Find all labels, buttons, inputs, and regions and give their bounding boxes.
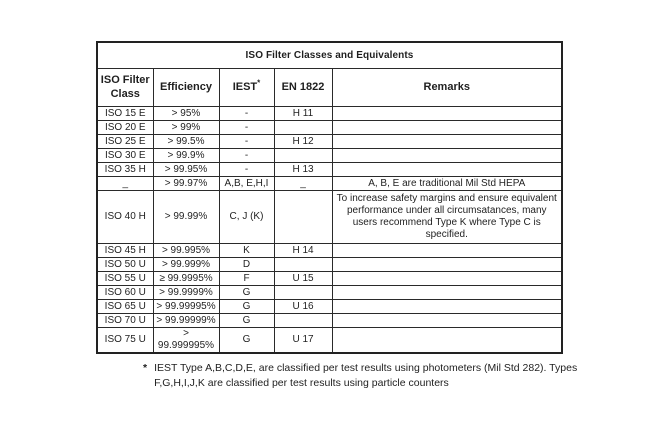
iso-class-cell: ISO 40 H xyxy=(97,191,153,244)
iest-cell: - xyxy=(219,107,274,121)
efficiency-cell: > 99.999% xyxy=(153,258,219,272)
en1822-cell: H 12 xyxy=(274,135,332,149)
iest-cell: - xyxy=(219,135,274,149)
header-remarks: Remarks xyxy=(332,69,562,107)
iso-filter-table-container xyxy=(96,41,563,354)
title-row xyxy=(97,42,562,69)
en1822-cell xyxy=(274,258,332,272)
iso-class-cell: ISO 50 U xyxy=(97,258,153,272)
table-row xyxy=(97,286,562,300)
iest-cell: - xyxy=(219,163,274,177)
table-row xyxy=(97,149,562,163)
iso-class-cell: ISO 75 U xyxy=(97,328,153,354)
efficiency-cell: ≥ 99.9995% xyxy=(153,272,219,286)
header-row xyxy=(97,69,562,107)
en1822-cell xyxy=(274,314,332,328)
table-row xyxy=(97,107,562,121)
table-row xyxy=(97,244,562,258)
remarks-cell: A, B, E are traditional Mil Std HEPA xyxy=(332,177,562,191)
table-row xyxy=(97,163,562,177)
iest-cell: G xyxy=(219,328,274,354)
table-row xyxy=(97,314,562,328)
table-row xyxy=(97,191,562,244)
header-iso-filter-class: ISO Filter Class xyxy=(97,69,153,107)
header-iest xyxy=(219,69,274,107)
efficiency-cell: > 99.995% xyxy=(153,244,219,258)
table-row xyxy=(97,121,562,135)
iest-cell: A,B, E,H,I xyxy=(219,177,274,191)
table-footnote xyxy=(143,361,583,391)
iso-class-cell: ISO 60 U xyxy=(97,286,153,300)
remarks-cell xyxy=(332,163,562,177)
table-row xyxy=(97,272,562,286)
table-row xyxy=(97,328,562,354)
efficiency-cell: > 99.9% xyxy=(153,149,219,163)
remarks-cell xyxy=(332,244,562,258)
iest-cell: G xyxy=(219,286,274,300)
header-efficiency: Efficiency xyxy=(153,69,219,107)
iest-cell: C, J (K) xyxy=(219,191,274,244)
iest-cell: - xyxy=(219,149,274,163)
iest-cell: G xyxy=(219,300,274,314)
remarks-cell: To increase safety margins and ensure equivalent performance under all circumsatances, many users recommend Type K where Type C is specified. xyxy=(332,191,562,244)
header-iest-label: IEST xyxy=(232,80,258,93)
efficiency-cell: > 99.99% xyxy=(153,191,219,244)
iso-class-cell: ISO 30 E xyxy=(97,149,153,163)
remarks-cell xyxy=(332,121,562,135)
iest-cell: D xyxy=(219,258,274,272)
table-row xyxy=(97,177,562,191)
en1822-cell: U 16 xyxy=(274,300,332,314)
remarks-cell xyxy=(332,135,562,149)
table-title: ISO Filter Classes and Equivalents xyxy=(97,42,562,69)
remarks-cell xyxy=(332,300,562,314)
en1822-cell xyxy=(274,286,332,300)
iso-class-cell: ISO 55 U xyxy=(97,272,153,286)
iso-class-cell: ISO 65 U xyxy=(97,300,153,314)
table-row xyxy=(97,135,562,149)
iso-class-cell: ISO 35 H xyxy=(97,163,153,177)
efficiency-cell: > 99.99999% xyxy=(153,314,219,328)
remarks-cell xyxy=(332,272,562,286)
efficiency-cell: > 99.5% xyxy=(153,135,219,149)
footnote-line-1: IEST Type A,B,C,D,E, are classified per test results using photometers (Mil Std 282). Types xyxy=(154,362,578,374)
en1822-cell: _ xyxy=(274,177,332,191)
en1822-cell: H 14 xyxy=(274,244,332,258)
en1822-cell: U 17 xyxy=(274,328,332,354)
remarks-cell xyxy=(332,107,562,121)
en1822-cell xyxy=(274,121,332,135)
iso-class-cell: ISO 25 E xyxy=(97,135,153,149)
en1822-cell xyxy=(274,149,332,163)
footnote-asterisk: * xyxy=(143,362,148,374)
en1822-cell: H 13 xyxy=(274,163,332,177)
iest-cell: F xyxy=(219,272,274,286)
efficiency-cell: > 99.999995% xyxy=(153,328,219,354)
iest-cell: G xyxy=(219,314,274,328)
footnote-line-2: F,G,H,I,J,K are classified per test results using particle counters xyxy=(154,376,449,389)
en1822-cell: U 15 xyxy=(274,272,332,286)
remarks-cell xyxy=(332,149,562,163)
efficiency-cell: > 95% xyxy=(153,107,219,121)
table-row xyxy=(97,258,562,272)
iso-class-cell: ISO 45 H xyxy=(97,244,153,258)
remarks-cell xyxy=(332,314,562,328)
iest-cell: - xyxy=(219,121,274,135)
iso-class-cell: ISO 20 E xyxy=(97,121,153,135)
remarks-cell xyxy=(332,328,562,354)
en1822-cell xyxy=(274,191,332,244)
header-en1822: EN 1822 xyxy=(274,69,332,107)
efficiency-cell: > 99.97% xyxy=(153,177,219,191)
header-iest-footnote-marker: * xyxy=(257,77,261,87)
iso-class-cell: ISO 70 U xyxy=(97,314,153,328)
en1822-cell: H 11 xyxy=(274,107,332,121)
footnote-text xyxy=(154,361,577,391)
iest-cell: K xyxy=(219,244,274,258)
efficiency-cell: > 99.99995% xyxy=(153,300,219,314)
efficiency-cell: > 99.9999% xyxy=(153,286,219,300)
remarks-cell xyxy=(332,258,562,272)
iso-filter-table xyxy=(96,41,563,354)
iso-class-cell: _ xyxy=(97,177,153,191)
efficiency-cell: > 99% xyxy=(153,121,219,135)
table-row xyxy=(97,300,562,314)
remarks-cell xyxy=(332,286,562,300)
iso-class-cell: ISO 15 E xyxy=(97,107,153,121)
efficiency-cell: > 99.95% xyxy=(153,163,219,177)
